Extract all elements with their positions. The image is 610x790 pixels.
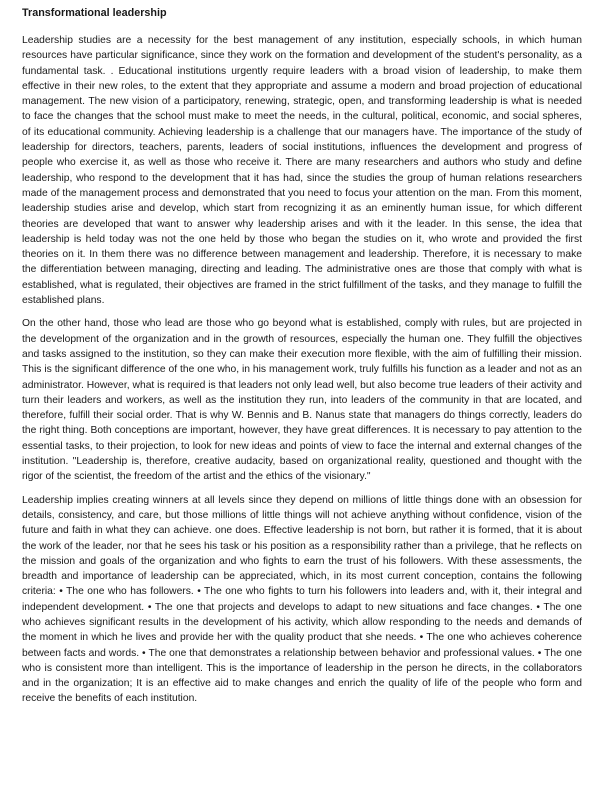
document-page [22,6,582,715]
paragraph-2: On the other hand, those who lead are those who go beyond what is established, comply with rules, but are projected in the development of the organization and in the growth of resources, especially the human one. They fulfill the objectives and tasks assigned to the institution, so they can make their execution more flexible, with the aim of fulfilling their mission. This is the significant difference of the one who, in his management work, truly fulfills his function as a leader and not as an administrator. However, what is required is that leaders not only lead well, but also become true leaders of their activity and turn their leaders and workers, as well as the institution they run, into leaders of the community in that are located, and therefore, fulfill their social order. That is why W. Bennis and B. Nanus state that managers do things correctly, leaders do the right thing. Both conceptions are important, however, they have great differences. It is necessary to pay attention to the essential tasks, to their projection, to look for new ideas and points of view to face the internal and external changes of the institution. "Leadership is, therefore, creative audacity, based on organizational reality, questioned and thought with the rigor of the scientist, the freedom of the artist and the ethics of the visionary." [22,318,582,483]
paragraph-1: Leadership studies are a necessity for the best management of any institution, especially schools, in which human resources have particular significance, since they work on the formation and development of the student's personality, as a fundamental task. . Educational institutions urgently require leaders with a broad vision of leadership, to make them effective in their new roles, to the extent that they appropriate and assume a modern and broad projection of educational management. The new vision of a participatory, renewing, strategic, open, and transforming leadership is what is needed to face the changes that the school must make to meet the needs, in the cultural, political, economic, and social spheres, of its educational community. Achieving leadership is a challenge that our managers have. The importance of the study of leadership for directors, teachers, parents, leaders of social institutions, influences the development and progress of people who exercise it, as well as those who receive it. There are many researchers and authors who study and define leadership, who respond to the development that it has had, since the studies the group of human relations researchers made of the management process and demonstrated that you need to focus your attention on the man. From this moment, leadership studies arise and develop, which start from recognizing it as an eminently human issue, for which different theories are developed that want to answer why leadership arises and with it the leader. In this sense, the idea that leadership is held today was not the one held by those who began the studies on it, who wrote and provided the first theories on it. In them there was no difference between management and leadership. Therefore, it is necessary to make the differentiation between managing, directing and leading. The administrative ones are those that comply with what is established, what is regulated, their objectives are framed in the strict fulfillment of the tasks, and they manage to fulfill the established plans. [22,35,582,307]
paragraph-3: Leadership implies creating winners at all levels since they depend on millions of little things done with an obsession for details, consistency, and care, but those millions of little things will not achieve anything without confidence, vision of the future and faith in what they can achieve. one does. Effective leadership is not born, but rather it is formed, that it is about the work of the leader, nor that he sees his task or his position as a responsibility rather than a privilege, that he reflects on the mission and goals of the organization and who fights to earn the trust of his followers. With these assessments, the breadth and importance of leadership can be appreciated, which, in its most current conception, contains the following criteria: • The one who has followers. • The one who fights to turn his followers into leaders and, with it, their integral and independent development. • The one that projects and develops to adapt to new situations and face changes. • The one who achieves significant results in the development of his activity, which allow responding to the needs and demands of the moment in which he lives and provide her with the quality product that she needs. • The one who achieves coherence between facts and words. • The one that demonstrates a relationship between behavior and professional values. • The one who is consistent more than intelligent. This is the importance of leadership in the person he directs, in the collaborators and in the organization; It is an effective aid to make changes and enrich the quality of life of the people who form and receive the benefits of each institution. [22,494,582,705]
document-title: Transformational leadership [22,7,167,19]
